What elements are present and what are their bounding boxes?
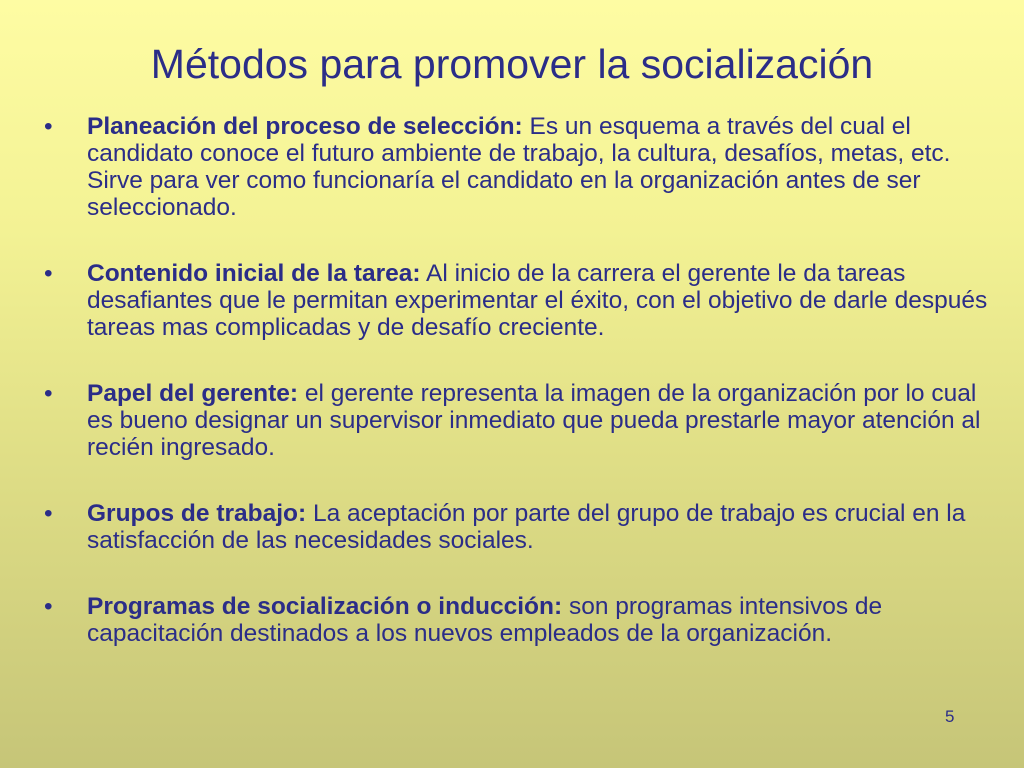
bullet-term: Programas de socialización o inducción: — [87, 593, 563, 620]
bullet-text: La aceptación por parte del grupo de trabajo es crucial en la satisfacción de las necesidades sociales. — [87, 500, 966, 554]
bullet-term: Planeación del proceso de selección: — [87, 113, 523, 140]
bullet-term: Grupos de trabajo: — [87, 500, 307, 527]
bullet-icon: • — [44, 500, 53, 527]
bullet-item-grupos — [40, 500, 995, 554]
slide-title: Métodos para promover la socialización — [150, 41, 874, 87]
bullet-icon: • — [44, 380, 53, 407]
bullet-item-planeacion — [40, 113, 995, 221]
bullet-text: Al inicio de la carrera el gerente le da tareas desafiantes que le permitan experimentar el éxito, con el objetivo de darle después tareas mas complicadas y de desafío creciente. — [87, 260, 988, 341]
bullet-item-papel — [40, 380, 995, 461]
bullet-text: el gerente representa la imagen de la organización por lo cual es bueno designar un supervisor inmediato que pueda prestarle mayor atención al recién ingresado. — [87, 380, 981, 461]
bullet-term: Papel del gerente: — [87, 380, 299, 407]
bullet-icon: • — [44, 260, 53, 287]
bullet-text: son programas intensivos de capacitación destinados a los nuevos empleados de la organización. — [87, 593, 883, 647]
bullet-item-contenido — [40, 260, 995, 341]
bullet-term: Contenido inicial de la tarea: — [87, 260, 421, 287]
bullet-icon: • — [44, 593, 53, 620]
bullet-list — [40, 113, 995, 647]
bullet-item-programas — [40, 593, 995, 647]
page-number: 5 — [945, 707, 955, 726]
bullet-icon: • — [44, 113, 53, 140]
bullet-text: Es un esquema a través del cual el candidato conoce el futuro ambiente de trabajo, la cultura, desafíos, metas, etc. Sirve para ver como funcionaría el candidato en la organización antes de ser seleccionado. — [87, 113, 951, 221]
